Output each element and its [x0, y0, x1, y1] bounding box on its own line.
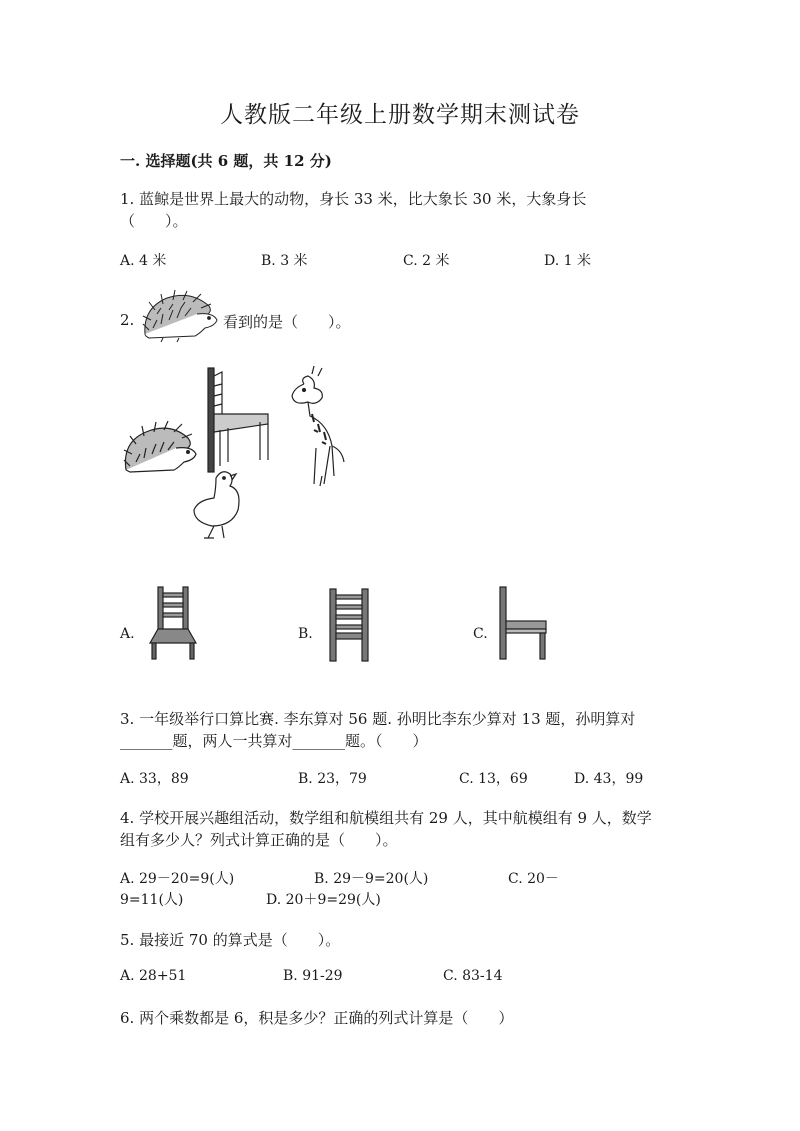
q5-option-c: C. 83-14	[443, 968, 503, 984]
duckling-icon	[194, 472, 239, 538]
q5-line1: 5. 最接近 70 的算式是（ ）。	[120, 931, 341, 949]
hedgehog-icon	[139, 290, 219, 344]
q2-number: 2.	[120, 311, 135, 329]
q3-option-a: A. 33，89	[120, 771, 189, 787]
q1-line2: （ ）。	[120, 212, 188, 230]
q1-option-b: B. 3 米	[261, 253, 308, 269]
q5-option-a: A. 28+51	[120, 968, 187, 984]
q3-line2: _______题，两人一共算对_______题。（ ）	[120, 732, 428, 750]
q4-option-c: C. 20－	[508, 871, 559, 887]
chair-back-view-icon	[326, 587, 372, 663]
page-title: 人教版二年级上册数学期末测试卷	[220, 102, 580, 128]
q4-option-d: D. 20＋9=29(人)	[266, 892, 381, 908]
q3-option-c: C. 13，69	[459, 771, 528, 787]
q4-line2: 组有多少人？列式计算正确的是（ ）。	[120, 831, 398, 849]
q4-option-a: A. 29－20=9(人)	[120, 871, 235, 887]
q4-option-b: B. 29－9=20(人)	[314, 871, 429, 887]
section-heading: 一. 选择题(共 6 题，共 12 分)	[120, 152, 332, 170]
q1-option-a: A. 4 米	[120, 253, 167, 269]
q1-option-d: D. 1 米	[544, 253, 591, 269]
q1-option-c: C. 2 米	[403, 253, 450, 269]
q6-line1: 6. 两个乘数都是 6，积是多少？正确的列式计算是（ ）	[120, 1009, 514, 1027]
q5-option-b: B. 91-29	[283, 968, 343, 984]
chair-icon	[208, 368, 268, 472]
q4-option-c-cont: 9=11(人)	[120, 892, 184, 908]
q2-option-c: C.	[473, 626, 488, 642]
giraffe-icon	[292, 366, 344, 486]
chair-side-view-icon	[498, 585, 550, 661]
q2-option-a: A.	[120, 626, 135, 642]
q4-line1: 4. 学校开展兴趣组活动，数学组和航模组共有 29 人，其中航模组有 9 人，数学	[120, 809, 652, 827]
hedgehog-icon	[124, 421, 196, 472]
q3-option-d: D. 43，99	[574, 771, 644, 787]
chair-front-angle-icon	[148, 585, 198, 661]
q2-option-b: B.	[298, 626, 313, 642]
q2-question: 看到的是（ ）。	[223, 313, 351, 331]
q3-option-b: B. 23，79	[298, 771, 367, 787]
q3-line1: 3. 一年级举行口算比赛. 李东算对 56 题. 孙明比李东少算对 13 题，孙明算对	[120, 710, 636, 728]
scene-illustration	[118, 366, 358, 546]
q1-line1: 1. 蓝鲸是世界上最大的动物，身长 33 米，比大象长 30 米，大象身长	[120, 190, 587, 208]
